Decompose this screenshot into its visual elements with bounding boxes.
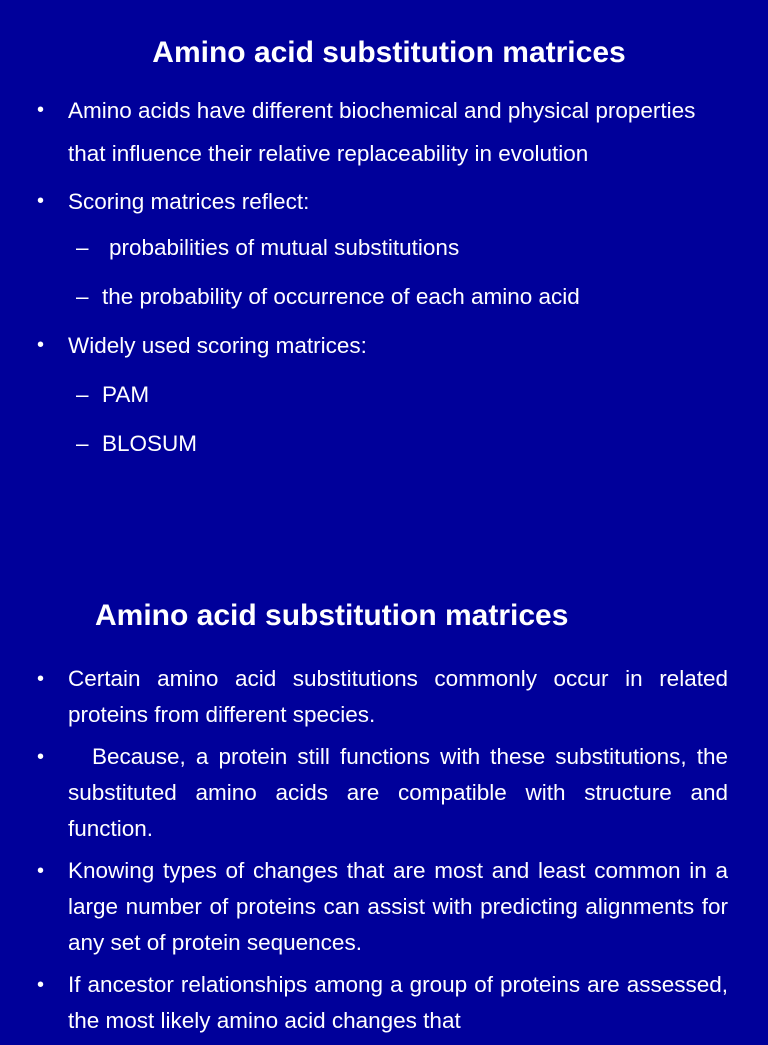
bullet-icon: • (37, 99, 45, 121)
bullet-item (0, 89, 768, 175)
bullet-text: Amino acids have different biochemical and physical properties that influence their relative replaceability in evolution (68, 98, 696, 166)
bullet-text: Scoring matrices reflect: (68, 189, 310, 214)
dash-icon: – (76, 284, 89, 309)
dash-icon: – (76, 235, 89, 260)
bullet-item (0, 661, 768, 733)
bullet-item (0, 321, 768, 370)
bullet-icon: • (37, 860, 45, 882)
slide-1-bullet-list (0, 89, 768, 468)
slide-2-title: Amino acid substitution matrices (95, 599, 569, 632)
dash-icon: – (76, 431, 89, 456)
slide-2-bullet-list (0, 661, 768, 1045)
bullet-item (0, 853, 768, 961)
sub-bullet-item (0, 419, 768, 468)
sub-bullet-text: the probability of occurrence of each amino acid (102, 284, 580, 309)
bullet-icon: • (37, 668, 45, 690)
bullet-text: If ancestor relationships among a group of proteins are assessed, the most likely amino acid changes that (68, 972, 728, 1033)
bullet-text: Widely used scoring matrices: (68, 333, 367, 358)
bullet-item (0, 967, 768, 1039)
sub-bullet-item (0, 272, 768, 321)
bullet-item (0, 180, 768, 223)
bullet-icon: • (37, 746, 45, 768)
bullet-text: Because, a protein still functions with these substitutions, the substituted amino acids are compatible with structure and function. (68, 744, 728, 841)
bullet-icon: • (37, 190, 45, 212)
bullet-item (0, 739, 768, 847)
bullet-text: Knowing types of changes that are most and least common in a large number of proteins can assist with predicting alignments for any set of protein sequences. (68, 858, 728, 955)
sub-bullet-text: probabilities of mutual substitutions (109, 235, 460, 260)
sub-bullet-item (0, 223, 768, 272)
bullet-icon: • (37, 974, 45, 996)
sub-bullet-text: PAM (102, 382, 150, 407)
slide-2 (0, 560, 768, 1033)
bullet-text: Certain amino acid substitutions commonly occur in related proteins from different species. (68, 666, 728, 727)
sub-bullet-item (0, 370, 768, 419)
dash-icon: – (76, 382, 89, 407)
slide-1-title: Amino acid substitution matrices (152, 36, 626, 69)
sub-bullet-text: BLOSUM (102, 431, 198, 456)
bullet-icon: • (37, 334, 45, 356)
